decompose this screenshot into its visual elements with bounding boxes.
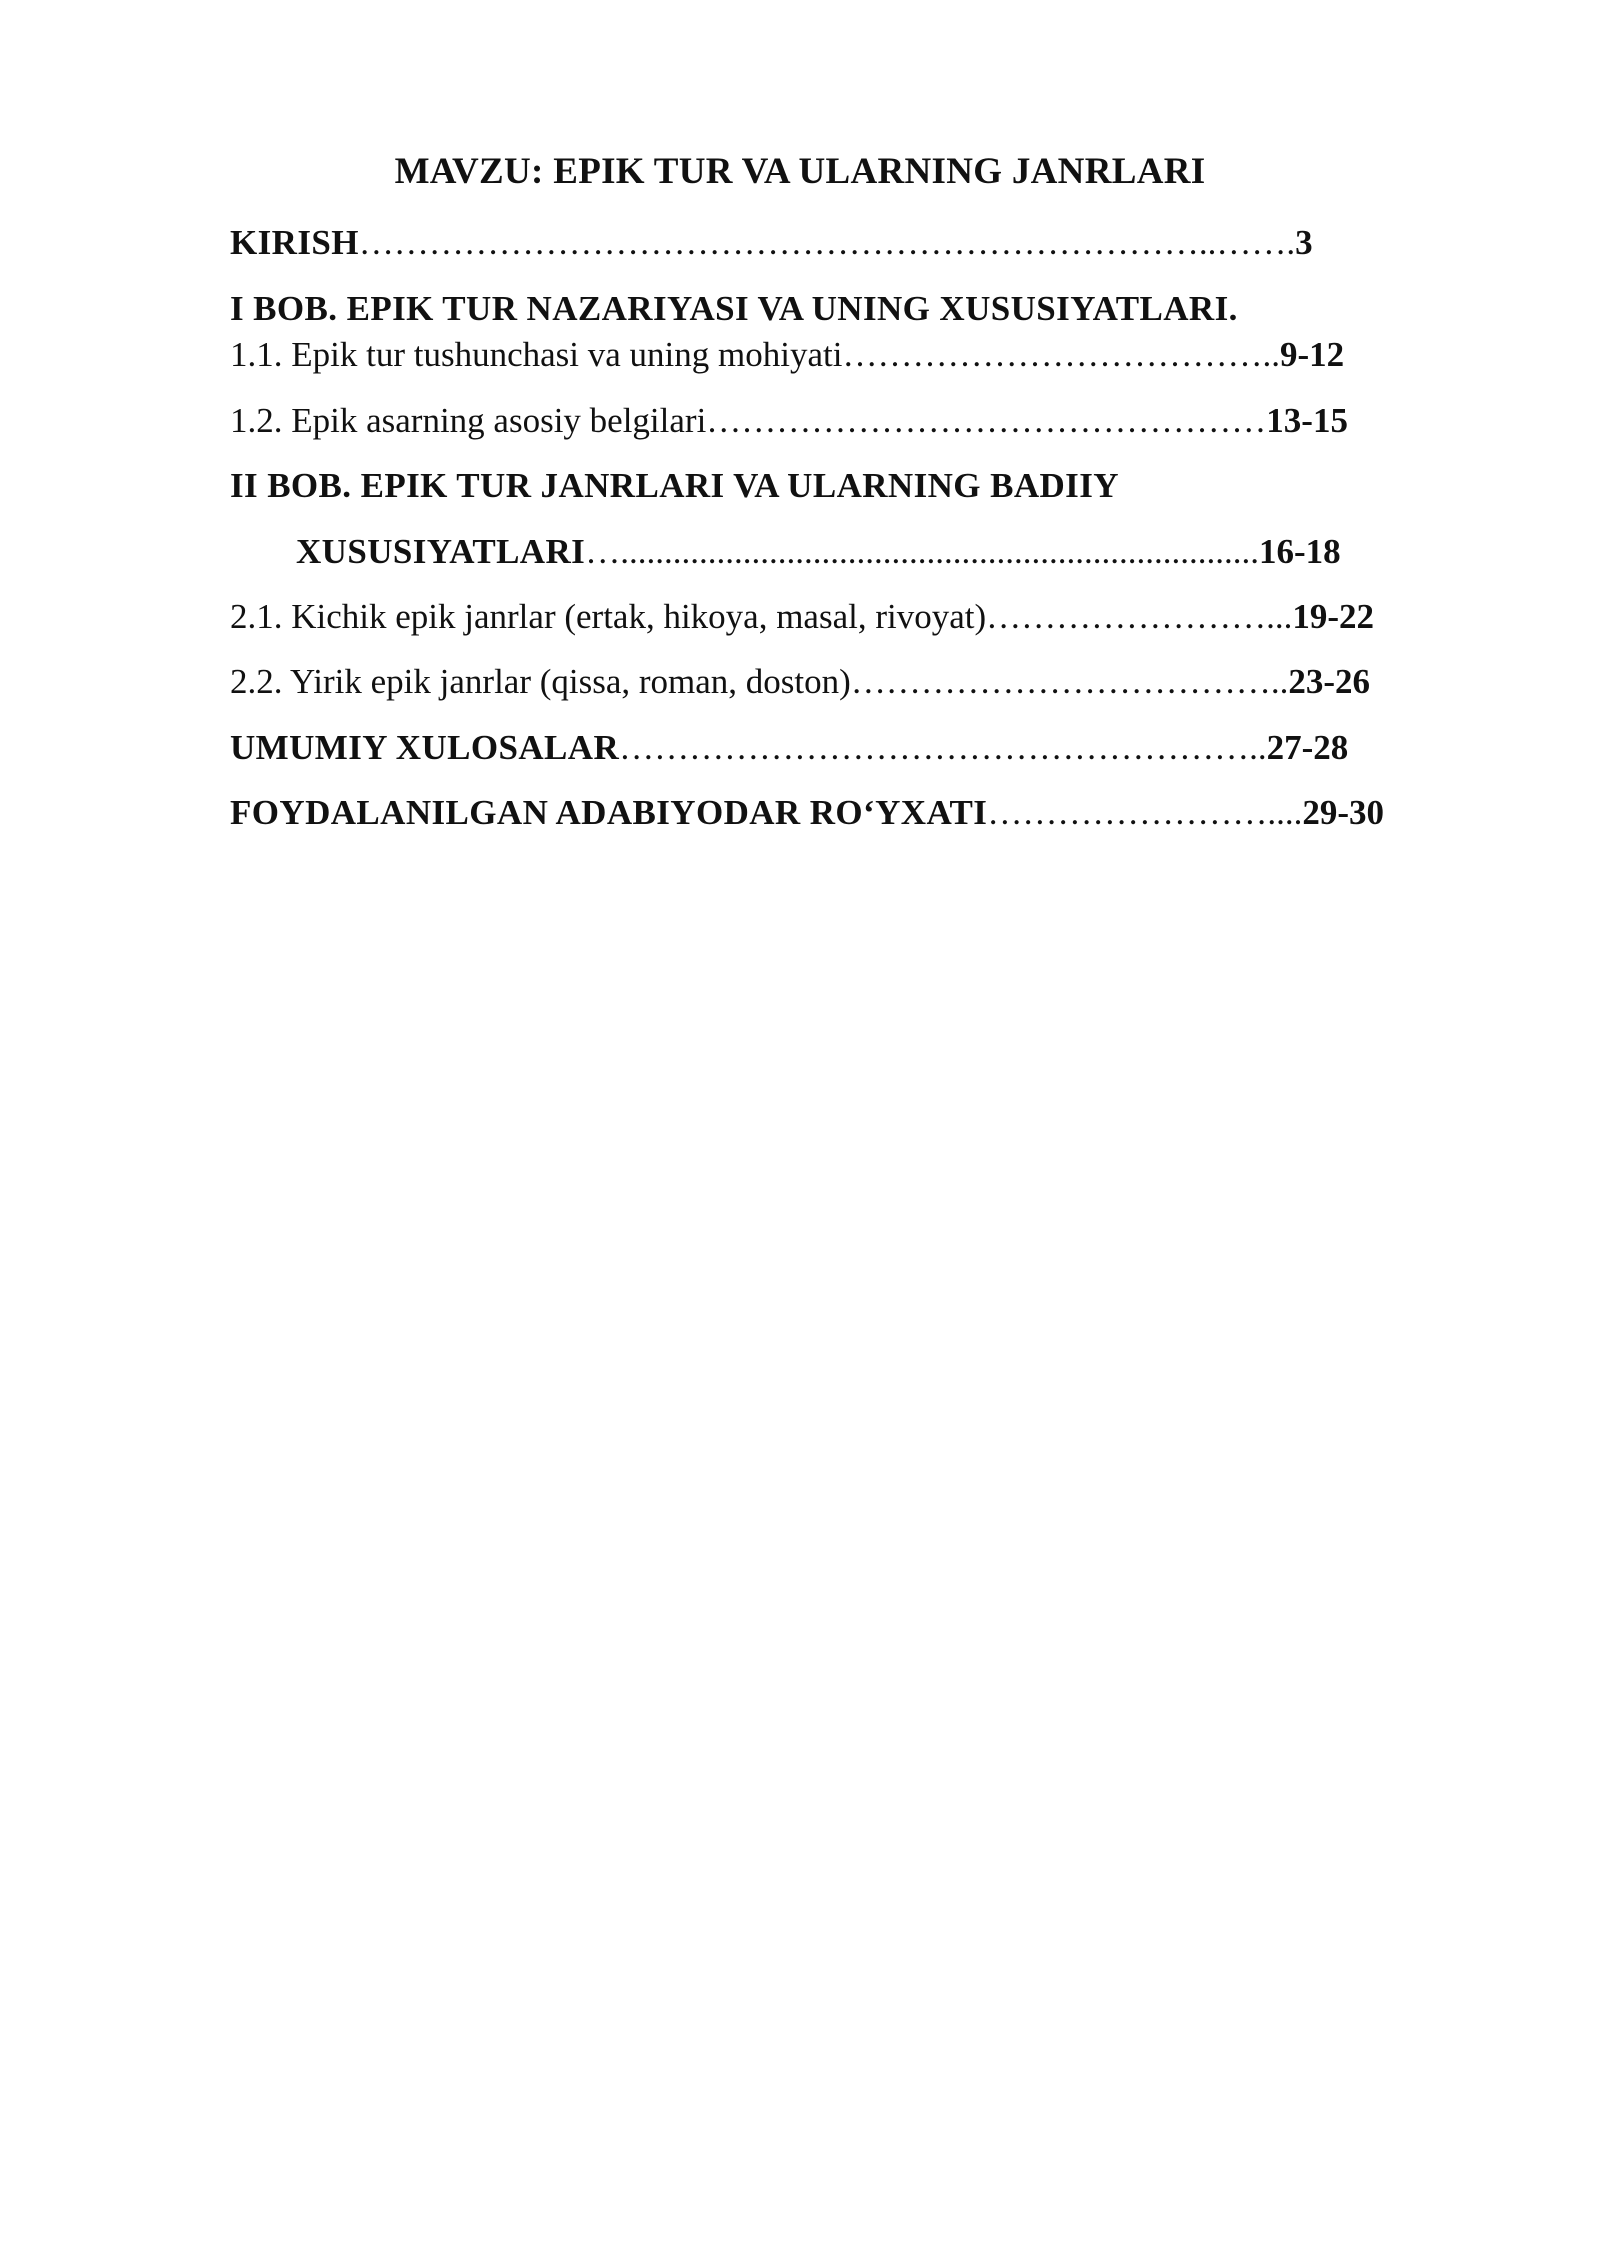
toc-leader: …......................................................................... xyxy=(585,532,1259,571)
toc-entry-label: 2.1. Kichik epik janrlar (ertak, hikoya, masal, rivoyat) xyxy=(230,597,987,636)
toc-leader: ……………………………….. xyxy=(842,335,1280,374)
toc-chapter-label: XUSUSIYATLARI xyxy=(296,532,586,571)
toc-entry-label: KIRISH xyxy=(230,223,359,262)
toc-leader: ………………………………………… xyxy=(706,401,1267,440)
toc-page-number: 27-28 xyxy=(1266,728,1349,767)
toc-leader: ………………………………………………………………..……. xyxy=(358,223,1296,262)
toc-entry-kirish xyxy=(230,225,1313,260)
toc-entry-1-1 xyxy=(230,337,1344,372)
toc-page-number: 9-12 xyxy=(1279,335,1345,374)
toc-entry-references xyxy=(230,795,1384,830)
toc-entry-label: FOYDALANILGAN ADABIYODAR RO‘YXATI xyxy=(230,793,988,832)
document-title: MAVZU: EPIK TUR VA ULARNING JANRLARI xyxy=(394,151,1206,192)
toc-entry-2-1 xyxy=(230,599,1374,634)
toc-chapter-1 xyxy=(230,291,1238,326)
toc-entry-conclusions xyxy=(230,730,1348,765)
toc-leader: ……………………... xyxy=(986,597,1293,636)
toc-entry-2-2 xyxy=(230,664,1370,699)
toc-entry-label: UMUMIY XULOSALAR xyxy=(230,728,620,767)
toc-page-number: 16-18 xyxy=(1258,532,1341,571)
toc-entry-label: 2.2. Yirik epik janrlar (qissa, roman, doston) xyxy=(230,662,851,701)
toc-page-number: 3 xyxy=(1295,223,1313,262)
toc-chapter-label: II BOB. EPIK TUR JANRLARI VA ULARNING BADIIY xyxy=(230,466,1119,505)
toc-page-number: 23-26 xyxy=(1288,662,1370,701)
toc-entry-label: 1.1. Epik tur tushunchasi va uning mohiyati xyxy=(230,335,843,374)
toc-page-number: 13-15 xyxy=(1266,401,1348,440)
toc-page-number: 19-22 xyxy=(1292,597,1375,636)
toc-chapter-label: I BOB. EPIK TUR NAZARIYASI VA UNING XUSUSIYATLARI. xyxy=(230,289,1238,328)
toc-entry-1-2 xyxy=(230,403,1348,438)
toc-page-number: 29-30 xyxy=(1302,793,1384,832)
toc-leader: ……………………………….. xyxy=(850,662,1289,701)
toc-leader: ……………………………………………….. xyxy=(619,728,1267,767)
toc-chapter-2 xyxy=(230,468,1119,503)
toc-entry-label: 1.2. Epik asarning asosiy belgilari xyxy=(230,401,707,440)
toc-leader: …………………….... xyxy=(987,793,1303,832)
toc-chapter-2-continued xyxy=(296,534,1341,569)
